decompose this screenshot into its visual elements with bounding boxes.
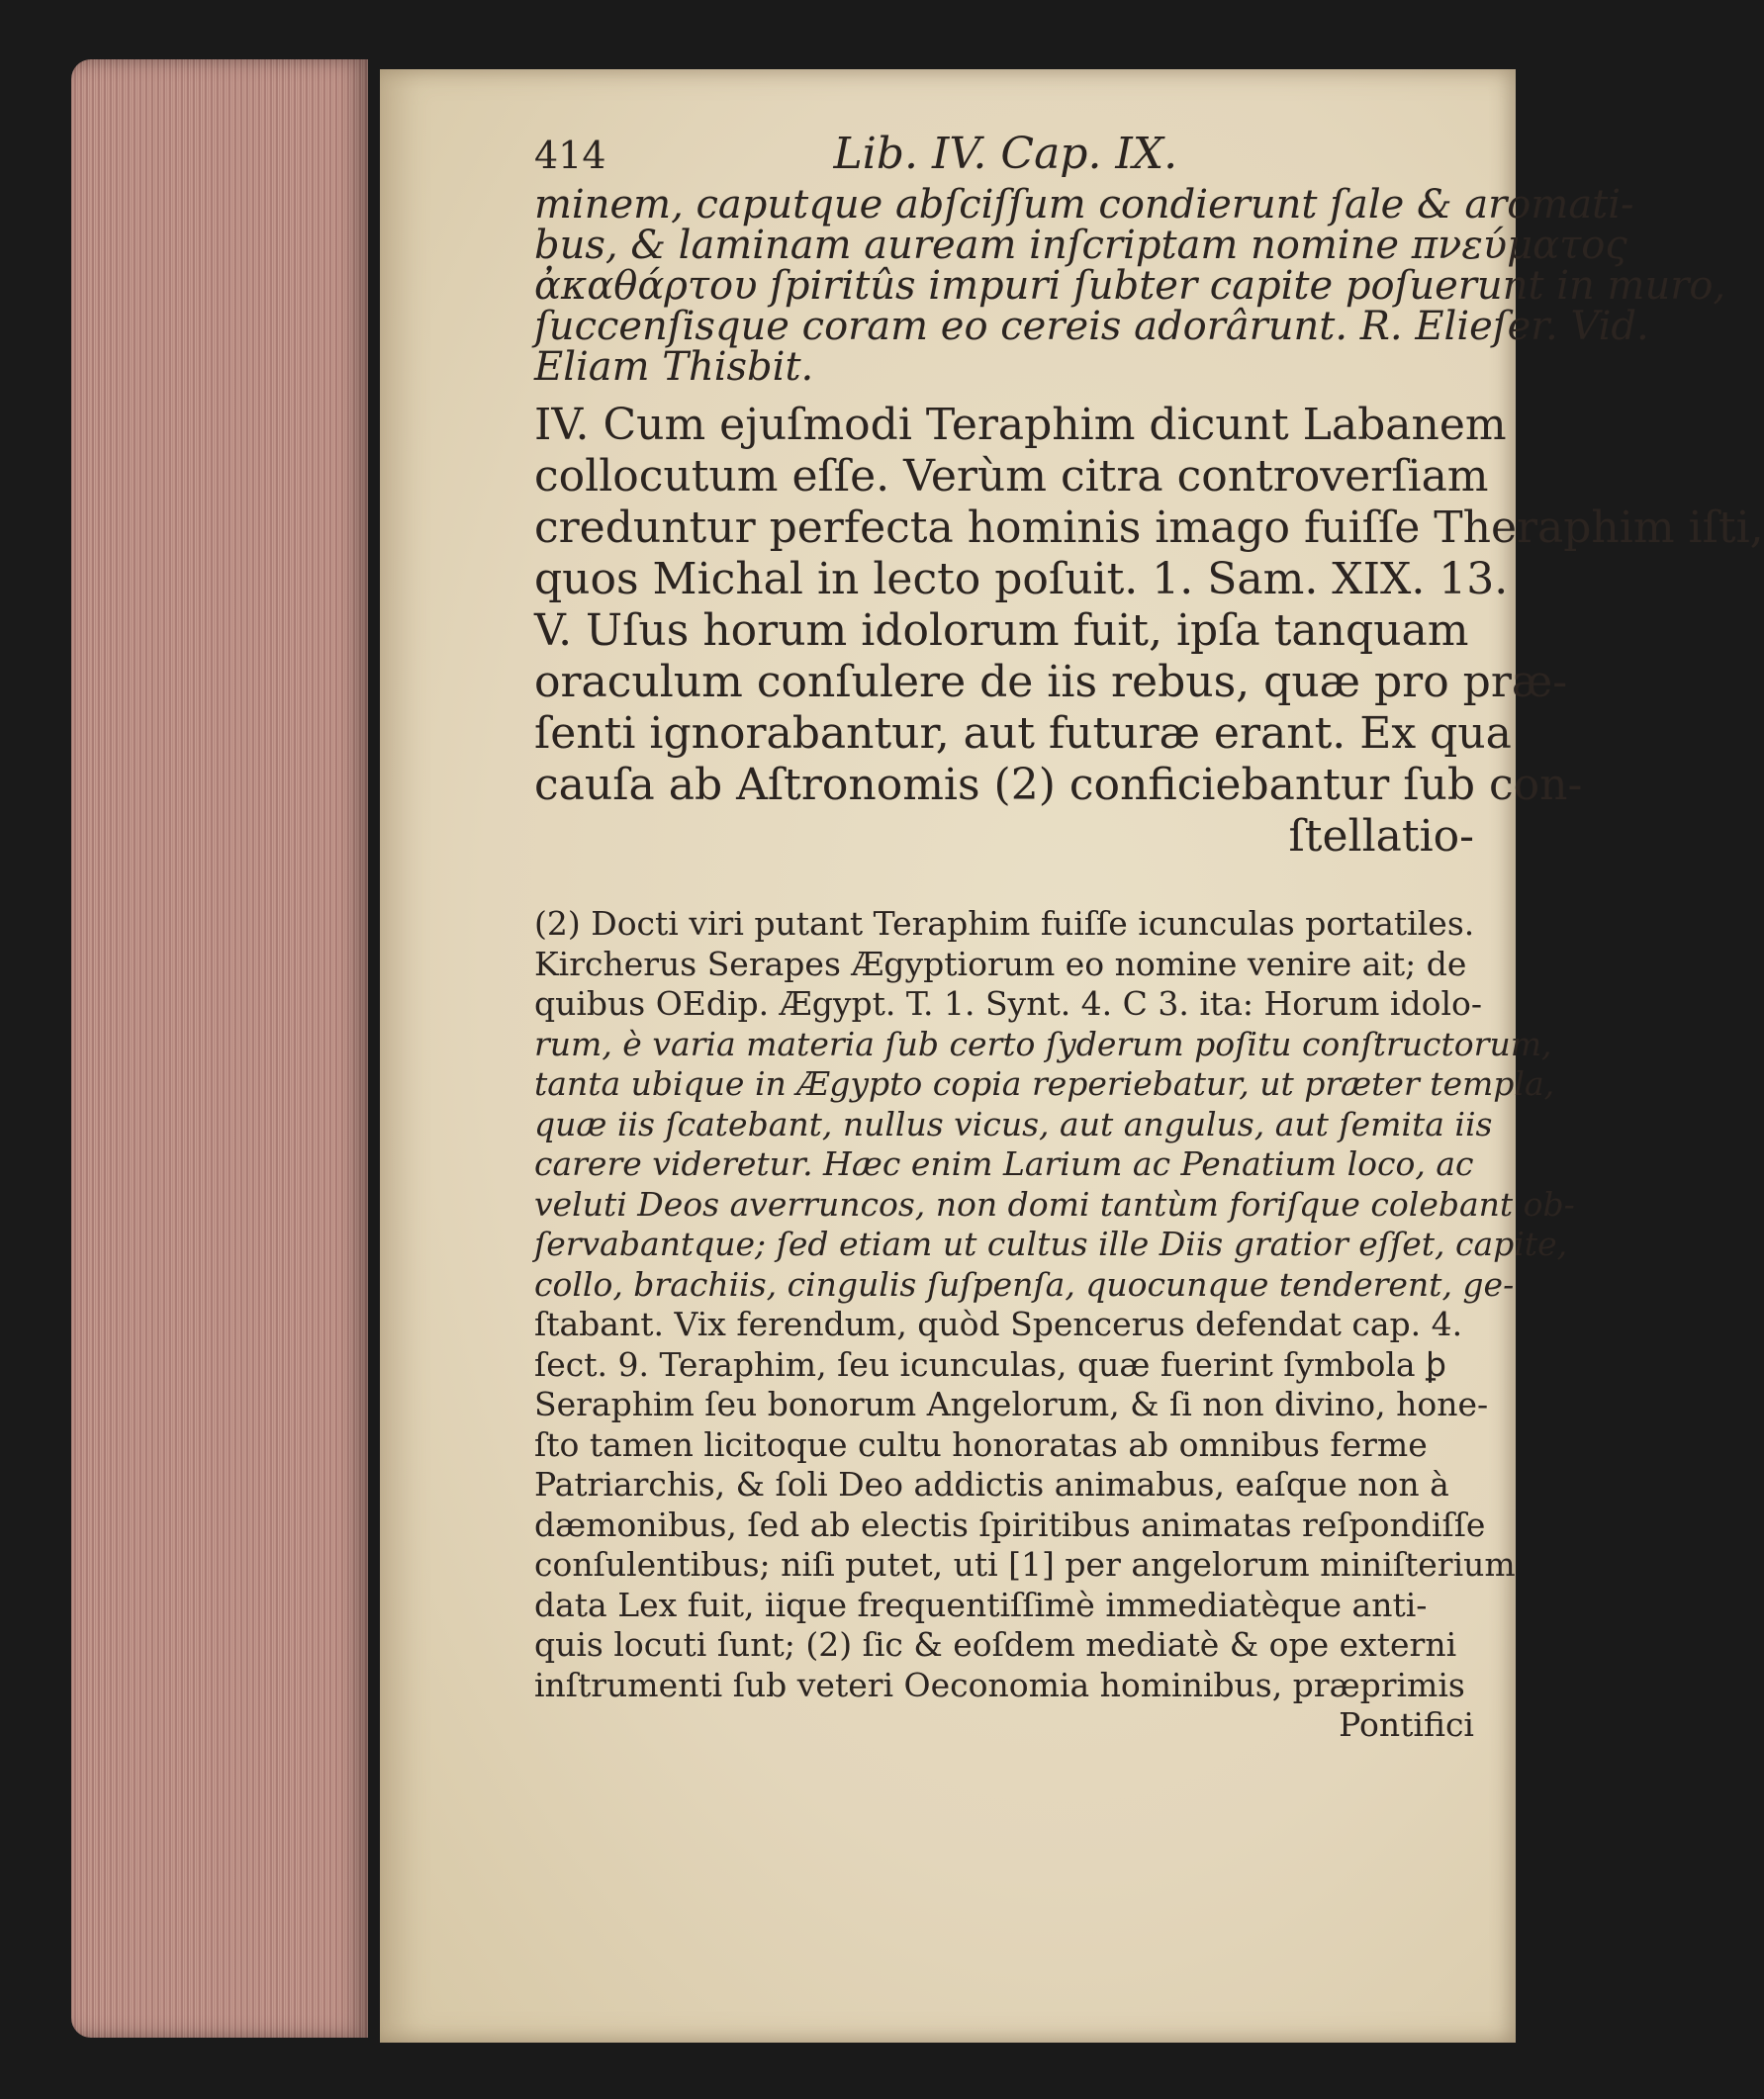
text-line: ἀκαθάρτου ſpiritûs impuri ſubter capite poſuerunt in muro, [534,263,1726,309]
footnote-line: veluti Deos averruncos, non domi tantùm foriſque colebant ob- [534,1184,1575,1224]
continuation-text [534,182,1726,390]
page-header [534,129,1474,179]
footnote-line: inſtrumenti ſub veteri Oeconomia hominibus, præprimis [534,1665,1465,1704]
footnote-line: dæmonibus, ſed ab electis ſpiritibus animatas reſpondiſſe [534,1505,1486,1544]
footnote-line: collo, brachiis, cingulis ſuſpenſa, quocunque tenderent, ge- [534,1264,1515,1304]
footnote-line: data Lex fuit, iique frequentiſſimè immediatèque anti- [534,1585,1428,1624]
text-line: oraculum conſulere de iis rebus, quæ pro præ- [534,657,1568,707]
paragraph-v [534,605,1583,863]
text-line: ſuccenſisque coram eo cereis adorârunt. R. Elieſer. Vid. [534,304,1649,349]
footnote-line: ſto tamen licitoque cultu honoratas ab omnibus ferme [534,1424,1428,1464]
page-number: 414 [534,134,606,177]
footnote-line: quis locuti ſunt; (2) ſic & eoſdem mediatè & ope externi [534,1625,1457,1664]
footnote-line: conſulentibus; niſi putet, uti [1] per angelorum miniſterium [534,1545,1516,1584]
footnote-line: ſervabantque; ſed etiam ut cultus ille Diis gratior eſſet, capite, [534,1225,1568,1263]
footnote-line: rum, è varia materia ſub certo ſyderum poſitu conſtructorum, [534,1024,1552,1063]
footnote [534,904,1575,1746]
footnote-line: quæ iis ſcatebant, nullus vicus, aut angulus, aut ſemita iis [534,1104,1493,1143]
text-line: IV. Cum ejuſmodi Teraphim dicunt Labanem [534,400,1507,450]
footnote-line: carere videretur. Hæc enim Larium ac Penatium loco, ac [534,1144,1474,1183]
text-block [534,129,1764,1746]
paragraph-iv [534,400,1764,605]
text-line: V. Uſus horum idolorum fuit, ipſa tanquam [534,605,1469,656]
footnote-line: (2) Docti viri putant Teraphim fuiſſe icunculas portatiles. [534,904,1475,943]
footnote-line: Seraphim ſeu bonorum Angelorum, & ſi non divino, hone- [534,1385,1489,1423]
text-line: bus, & laminam auream inſcriptam nomine πνεύματος [534,223,1627,268]
text-line: quos Michal in lecto poſuit. 1. Sam. XIX. 13. [534,554,1509,604]
running-head: Lib. IV. Cap. IX. [833,129,1178,179]
text-line: collocutum eſſe. Verùm citra controverſiam [534,451,1489,502]
text-line: ſenti ignorabantur, aut futuræ erant. Ex qua [534,708,1512,759]
catchword: Pontifici [1339,1705,1474,1744]
footnote-line: quibus OEdip. Ægypt. T. 1. Synt. 4. C 3. ita: Horum idolo- [534,984,1483,1023]
footnote-line: Kircherus Serapes Ægyptiorum eo nomine venire ait; de [534,944,1467,983]
footnote-line: tanta ubique in Ægypto copia reperiebatur, ut præter templa, [534,1064,1555,1103]
text-line: minem, caputque abſciſſum condierunt ſale & aromati- [534,182,1634,228]
text-line: Eliam Thisbit. [534,344,814,390]
text-line: creduntur perfecta hominis imago fuiſſe Theraphim iſti, [534,502,1764,553]
footnote-line: ſtabant. Vix ferendum, quòd Spencerus defendat cap. 4. [534,1305,1463,1343]
footnote-line: Patriarchis, & ſoli Deo addictis animabus, eaſque non à [534,1465,1449,1504]
book-fore-edge [71,59,368,2038]
text-line: ſtellatio- [1288,811,1474,862]
footnote-line: ſect. 9. Teraphim, ſeu icunculas, quæ fuerint ſymbola ꝧ [534,1344,1447,1384]
text-line: cauſa ab Aſtronomis (2) conficiebantur ſub con- [534,760,1583,810]
